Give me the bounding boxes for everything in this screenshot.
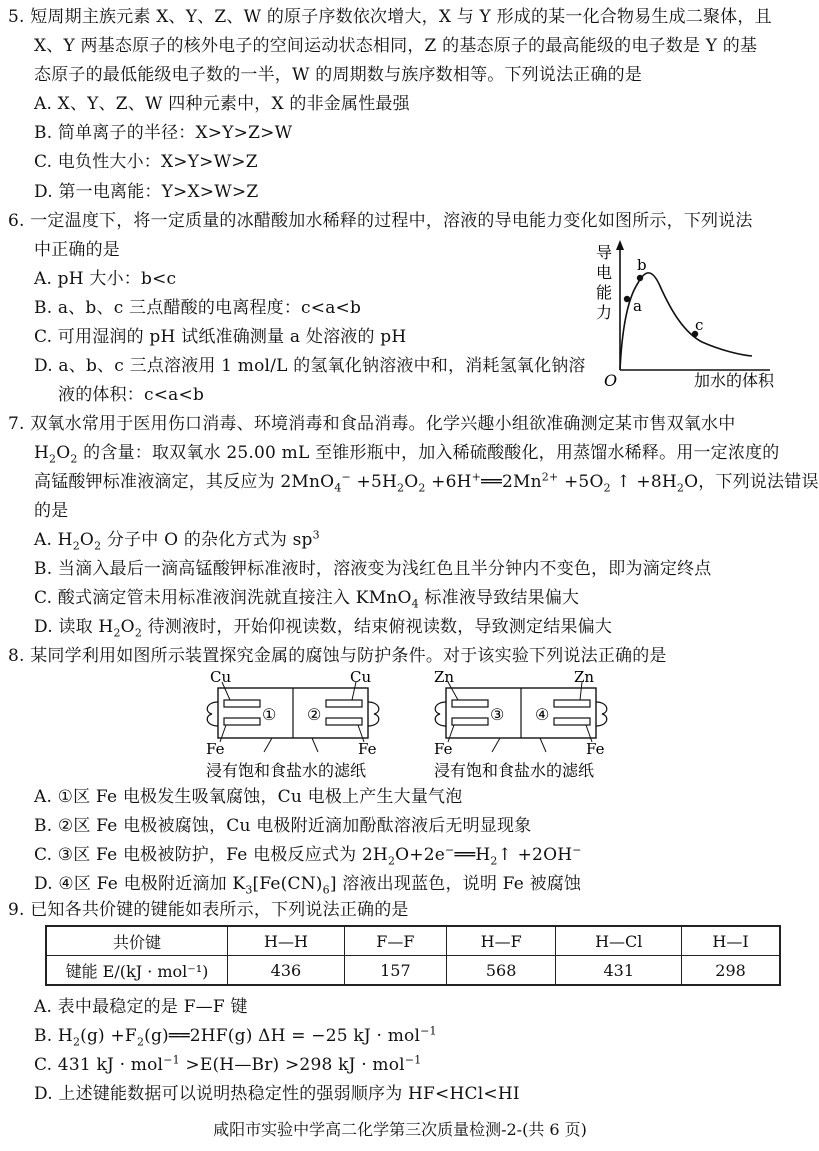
fig2-label-top-left: Zn — [434, 668, 455, 686]
fig1-wire-right — [368, 702, 379, 726]
q6-stem-line-2: 中正确的是 — [34, 240, 120, 260]
graph-label-b: b — [637, 256, 647, 274]
q6-option-b: B. a、b、c 三点醋酸的电离程度：c<a<b — [34, 298, 362, 318]
fig2-label-top-right: Zn — [574, 668, 595, 686]
q7-option-a: A. $H_2O_2$ 分子中 O 的杂化方式为 $sp^3$ — [34, 528, 320, 553]
fig1-caption: 浸有饱和食盐水的滤纸 — [206, 761, 367, 780]
fig2-fe-electrode-right — [554, 718, 590, 725]
graph-origin: O — [604, 371, 618, 390]
q9-option-c: C. 431 kJ · mol$^{-1}$ >E(H—Br) >298 kJ · mol$^{-1}$ — [34, 1053, 422, 1075]
fig2-zn-electrode-right — [554, 700, 590, 707]
fig2-leader-paper-2 — [540, 738, 546, 752]
fig2-label-bottom-right: Fe — [586, 740, 605, 758]
bond-energy-table — [45, 925, 781, 986]
corrosion-apparatus-zn-fe — [428, 668, 618, 780]
q7-stem-line-4: 的是 — [34, 501, 69, 521]
q8-option-a: A. ①区 Fe 电极发生吸氧腐蚀，Cu 电极上产生大量气泡 — [34, 787, 463, 807]
page-footer: 咸阳市实验中学高二化学第三次质量检测-2-(共 6 页) — [213, 1120, 587, 1139]
fig1-zone-2: ② — [307, 705, 322, 724]
fig1-cu-electrode-right — [326, 700, 362, 707]
q5-stem-line-2: X、Y 两基态原子的核外电子的空间运动状态相同，Z 的基态原子的最高能级的电子数是 Y 的基 — [34, 36, 758, 56]
graph-label-c: c — [695, 316, 704, 334]
fig1-leader-paper-2 — [312, 738, 318, 752]
fig1-label-top-right: Cu — [350, 668, 372, 686]
bond-table-header-label: 共价键 — [46, 926, 228, 956]
q8-option-d: D. ④区 Fe 电极附近滴加 $K_3[Fe(CN)_6]$ 溶液出现蓝色，说明 Fe 被腐蚀 — [34, 874, 582, 897]
fig2-caption: 浸有饱和食盐水的滤纸 — [434, 761, 595, 780]
fig2-leader-paper-1 — [492, 738, 500, 752]
fig1-label-top-left: Cu — [210, 668, 232, 686]
bond-table-header-hi: H—I — [682, 926, 780, 956]
bond-table-header-row — [46, 926, 780, 956]
graph-label-a: a — [633, 297, 642, 315]
q5-option-c: C. 电负性大小：X>Y>W>Z — [34, 152, 258, 172]
fig2-wire-left — [435, 702, 446, 726]
bond-table-value-hf: 568 — [446, 956, 555, 986]
q6-option-d-line-2: 液的体积：c<a<b — [58, 385, 205, 405]
q9-option-a: A. 表中最稳定的是 F—F 键 — [34, 997, 248, 1017]
fig1-wire-left — [207, 702, 218, 726]
conductivity-graph — [590, 238, 790, 388]
q8-option-c: C. ③区 Fe 电极被防护，Fe 电极反应式为 $2H_2O+2e^-══H_2↑ +2OH^-$ — [34, 843, 582, 868]
bond-table-header-hh: H—H — [228, 926, 345, 956]
q8-stem-line-1: 8. 某同学利用如图所示装置探究金属的腐蚀与防护条件。对于该实验下列说法正确的是 — [8, 646, 667, 666]
q6-option-c: C. 可用湿润的 pH 试纸准确测量 a 处溶液的 pH — [34, 327, 407, 347]
q9-stem-line-1: 9. 已知各共价键的键能如表所示，下列说法正确的是 — [8, 900, 409, 920]
fig1-leader-paper-1 — [264, 738, 272, 752]
q9-option-d: D. 上述键能数据可以说明热稳定性的强弱顺序为 HF<HCl<HI — [34, 1084, 520, 1104]
graph-ylabel-3: 能 — [596, 283, 613, 302]
graph-point-b — [637, 275, 643, 281]
q7-option-c: C. 酸式滴定管未用标准液润洗就直接注入 KMnO$_4$ 标准液导致结果偏大 — [34, 588, 580, 611]
q7-option-b: B. 当滴入最后一滴高锰酸钾标准液时，溶液变为浅红色且半分钟内不变色，即为滴定终点 — [34, 559, 712, 579]
q9-option-b: B. $H_2(g)$ $+F_2(g)══2HF(g) \Delta H = -25$ kJ · mol$^{-1}$ — [34, 1024, 437, 1049]
graph-y-arrow — [616, 240, 624, 250]
fig2-fe-electrode-left — [452, 718, 488, 725]
q7-stem-line-1: 7. 双氧水常用于医用伤口消毒、环境消毒和食品消毒。化学兴趣小组欲准确测定某市售双氧水中 — [8, 414, 736, 434]
bond-table-value-row — [46, 956, 780, 986]
q5-option-b: B. 简单离子的半径：X>Y>Z>W — [34, 123, 293, 143]
fig2-zone-3: ③ — [490, 705, 505, 724]
bond-table-header-hf: H—F — [446, 926, 555, 956]
bond-table-row-label: 键能 E/(kJ · mol⁻¹) — [46, 956, 228, 986]
q5-stem-line-3: 态原子的最低能级电子数的一半，W 的周期数与族序数相等。下列说法正确的是 — [34, 65, 643, 85]
fig1-cu-electrode-left — [224, 700, 260, 707]
q5-option-d: D. 第一电离能：Y>X>W>Z — [34, 182, 259, 202]
q7-stem-line-3: 高锰酸钾标准液滴定，其反应为 $2MnO_4^- +5H_2O_2$ $+6H^+══2Mn^{2+} +5O_2$ ↑ $+8H_2O$，下列说法错误 — [34, 470, 819, 495]
q8-option-b: B. ②区 Fe 电极被腐蚀，Cu 电极附近滴加酚酞溶液后无明显现象 — [34, 816, 532, 836]
graph-ylabel-1: 导 — [596, 243, 613, 262]
conductivity-curve — [620, 273, 752, 370]
corrosion-apparatus-cu-fe — [200, 668, 390, 780]
q6-option-a: A. pH 大小：b<c — [34, 269, 177, 289]
fig1-label-bottom-left: Fe — [206, 740, 225, 758]
graph-xlabel: 加水的体积 — [694, 371, 775, 390]
fig2-label-bottom-left: Fe — [434, 740, 453, 758]
q6-stem-line-1: 6. 一定温度下，将一定质量的冰醋酸加水稀释的过程中，溶液的导电能力变化如图所示，下列说法 — [8, 211, 753, 231]
fig2-zone-4: ④ — [535, 705, 550, 724]
bond-table-header-ff: F—F — [344, 926, 446, 956]
q5-option-a: A. X、Y、Z、W 四种元素中，X 的非金属性最强 — [34, 94, 410, 114]
graph-ylabel-2: 电 — [596, 263, 613, 282]
bond-table-header-hcl: H—Cl — [556, 926, 682, 956]
bond-table-value-ff: 157 — [344, 956, 446, 986]
q5-stem-line-1: 5. 短周期主族元素 X、Y、Z、W 的原子序数依次增大，X 与 Y 形成的某一化合物易生成二聚体，且 — [8, 7, 772, 27]
fig2-zn-electrode-left — [452, 700, 488, 707]
q6-option-d-line-1: D. a、b、c 三点溶液用 1 mol/L 的氢氧化钠溶液中和，消耗氢氧化钠溶 — [34, 356, 586, 376]
q7-option-d: D. 读取 $H_2O_2$ 待测液时，开始仰视读数，结束俯视读数，导致测定结果偏大 — [34, 617, 613, 640]
fig2-wire-right — [596, 702, 607, 726]
bond-table-value-hcl: 431 — [556, 956, 682, 986]
fig1-label-bottom-right: Fe — [358, 740, 377, 758]
fig1-fe-electrode-left — [224, 718, 260, 725]
bond-table-value-hh: 436 — [228, 956, 345, 986]
graph-point-a — [624, 296, 630, 302]
q7-stem-line-2: $H_2O_2$ 的含量：取双氧水 25.00 mL 至锥形瓶中，加入稀硫酸酸化，用蒸馏水稀释。用一定浓度的 — [34, 443, 780, 466]
bond-table-value-hi: 298 — [682, 956, 780, 986]
graph-ylabel-4: 力 — [596, 303, 613, 322]
fig1-zone-1: ① — [262, 705, 277, 724]
fig1-fe-electrode-right — [326, 718, 362, 725]
